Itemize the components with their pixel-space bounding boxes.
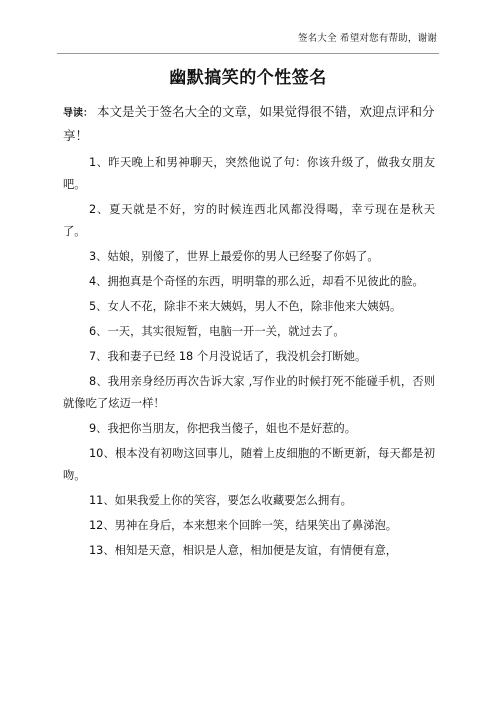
list-item: 8、我用亲身经历再次告诉大家 ,写作业的时候打死不能碰手机，否则就像吃了炫迈一样！: [63, 375, 435, 410]
list-item: 6、一天，其实很短暂，电脑一开一关，就过去了。: [89, 325, 345, 338]
list-item: 4、拥抱真是个奇怪的东西，明明靠的那么近，却看不见彼此的脸。: [89, 275, 424, 288]
intro-label: 导读：: [63, 108, 93, 119]
list-item: 7、我和妻子已经 18 个月没说话了，我没机会打断她。: [89, 350, 367, 363]
list-item: 1、昨天晚上和男神聊天，突然他说了句：你该升级了，做我女朋友吧。: [63, 156, 435, 191]
list-item: 11、如果我爱上你的笑容，要怎么收藏要怎么拥有。: [89, 494, 352, 507]
list-item: 5、女人不花，除非不来大姨妈，男人不色，除非他来大姨妈。: [89, 300, 402, 313]
list-item: 2、夏天就是不好，穷的时候连西北风都没得喝，幸亏现在是秋天了。: [63, 203, 435, 238]
page-header: 签名大全 希望对您有帮助，谢谢: [297, 33, 437, 44]
list-item: 12、男神在身后，本来想来个回眸一笑，结果笑出了鼻涕泡。: [89, 519, 398, 532]
document-title: 幽默搞笑的个性签名: [169, 68, 327, 88]
list-item: 13、相知是天意，相识是人意，相加便是友谊，有情便有意，: [89, 544, 398, 557]
header-divider: [57, 53, 439, 54]
intro-paragraph: [63, 101, 435, 147]
list-item: 3、姑娘，别傻了，世界上最爱你的男人已经娶了你妈了。: [89, 250, 379, 263]
intro-text: 本文是关于签名大全的文章，如果觉得很不错，欢迎点评和分享！: [63, 104, 435, 143]
signature-list: [63, 152, 435, 565]
list-item: 10、根本没有初吻这回事儿，随着上皮细胞的不断更新，每天都是初吻。: [63, 447, 435, 482]
list-item: 9、我把你当朋友，你把我当傻子，姐也不是好惹的。: [89, 422, 357, 435]
